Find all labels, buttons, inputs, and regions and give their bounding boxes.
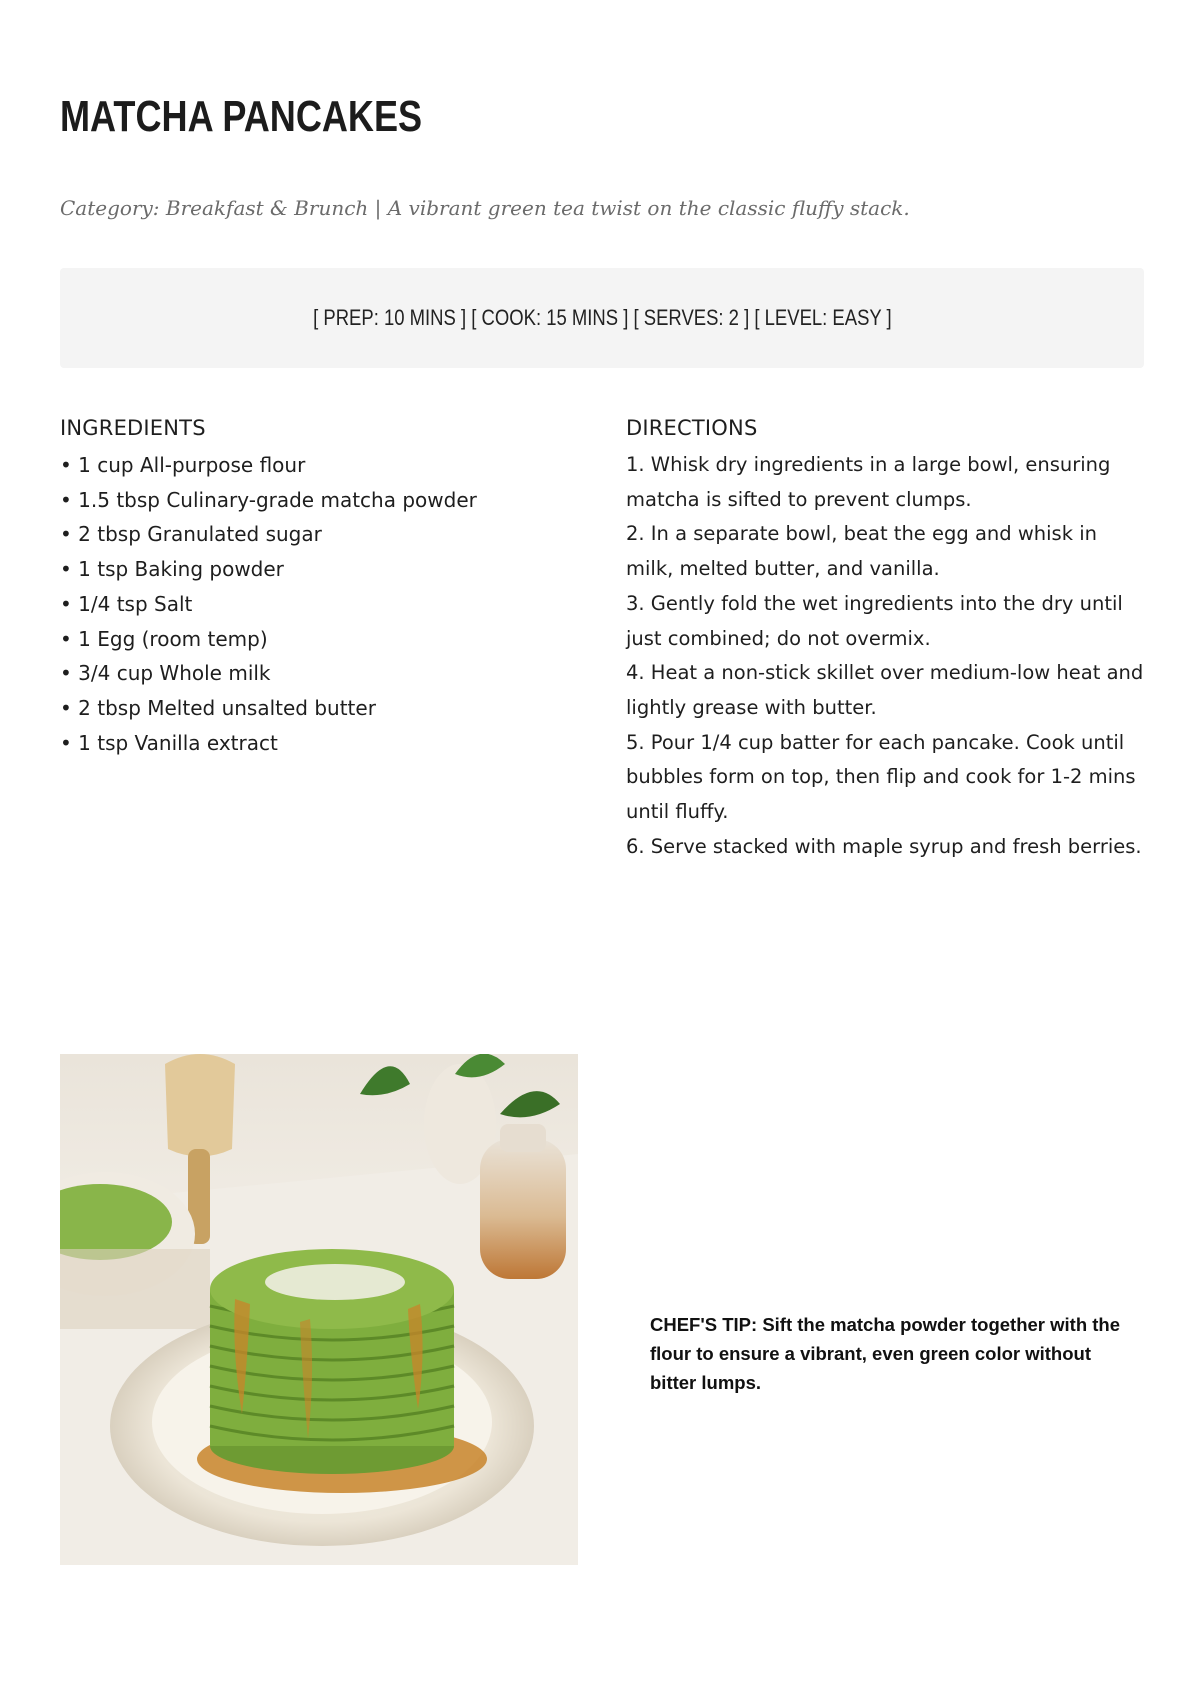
ingredient-item: • 2 tbsp Melted unsalted butter [60, 695, 376, 720]
ingredient-item: • 1 cup All-purpose flour [60, 453, 306, 477]
ingredients-section [60, 414, 580, 760]
ingredient-item: • 1 tsp Vanilla extract [60, 730, 278, 755]
ingredient-item: • 1.5 tbsp Culinary-grade matcha powder [60, 487, 477, 512]
ingredient-item: • 1/4 tsp Salt [60, 591, 193, 616]
directions-heading: DIRECTIONS [626, 416, 758, 440]
recipe-info-bar [60, 268, 1144, 368]
ingredient-item: • 3/4 cup Whole milk [60, 661, 271, 686]
ingredient-item: • 1 Egg (room temp) [60, 626, 268, 651]
direction-step: 2. In a separate bowl, beat the egg and whisk in milk, melted butter, and vanilla. [626, 522, 1097, 581]
direction-step: 6. Serve stacked with maple syrup and fresh berries. [626, 834, 1142, 858]
directions-list [626, 448, 1150, 864]
ingredient-item: • 1 tsp Baking powder [60, 557, 284, 582]
chefs-tip: CHEF'S TIP: Sift the matcha powder together with the flour to ensure a vibrant, even green color without bitter lumps. [650, 1314, 1121, 1393]
directions-section [626, 414, 1150, 864]
recipe-subtitle: Category: Breakfast & Brunch | A vibrant green tea twist on the classic fluffy stack. [60, 196, 910, 220]
direction-step: 5. Pour 1/4 cup batter for each pancake. Cook until bubbles form on top, then flip and cook for 1-2 mins until fluffy. [626, 730, 1136, 824]
ingredients-heading: INGREDIENTS [60, 416, 206, 440]
ingredients-list [60, 448, 580, 760]
pancake-photo [60, 1054, 578, 1565]
direction-step: 4. Heat a non-stick skillet over medium-low heat and lightly grease with butter. [626, 661, 1144, 719]
direction-step: 3. Gently fold the wet ingredients into the dry until just combined; do not overmix. [626, 591, 1123, 650]
recipe-info-text: [ PREP: 10 MINS ] [ COOK: 15 MINS ] [ SERVES: 2 ] [ LEVEL: EASY ] [312, 305, 892, 330]
ingredient-item: • 2 tbsp Granulated sugar [60, 522, 322, 547]
recipe-title: MATCHA PANCAKES [60, 92, 423, 141]
direction-step: 1. Whisk dry ingredients in a large bowl, ensuring matcha is sifted to prevent clumps. [626, 453, 1111, 511]
